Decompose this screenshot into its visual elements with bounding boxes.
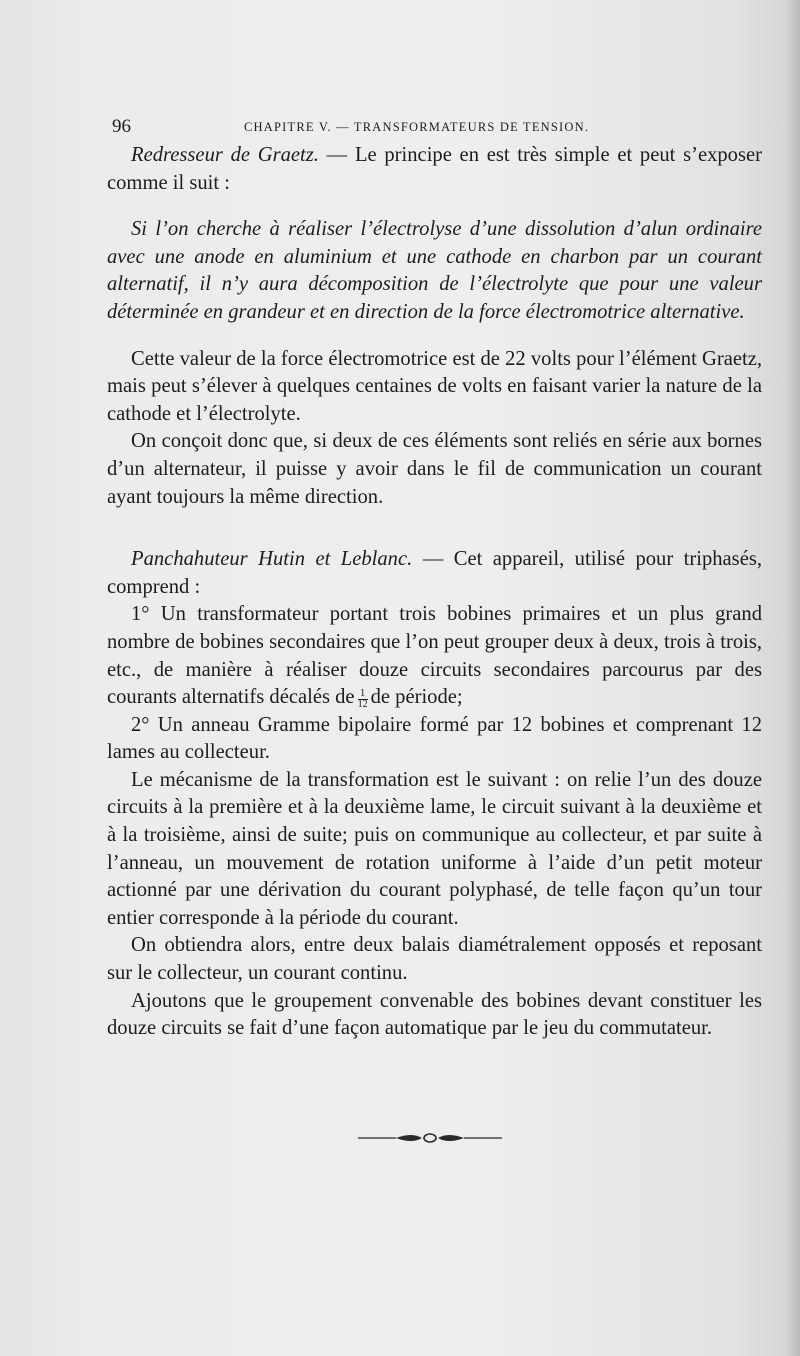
paragraph-panchahuteur-intro — [107, 546, 762, 601]
fleuron-divider-icon — [358, 1130, 502, 1146]
section-title-panchahuteur: Panchahuteur Hutin et Leblanc. — [131, 548, 413, 571]
paragraph-value: Cette valeur de la force électromotrice est de 22 volts pour l’élément Graetz, mais peut s’élever à quelques centaines de volts en faisant varier la nature de la cathode et l’électrolyte. — [107, 347, 762, 425]
paragraph-result: On obtiendra alors, entre deux balais diamétralement opposés et reposant sur le collecteur, un courant continu. — [107, 934, 762, 985]
item1-end-text: de période; — [370, 686, 463, 709]
principle-statement: Si l’on cherche à réaliser l’électrolyse d’une dissolution d’alun ordinaire avec une anode en aluminium et une cathode en charbon par un courant alternatif, il n’y aura décomposition de l’électrolyte que pour une valeur déterminée en grandeur et en direction de la force électromotrice alternative. — [107, 218, 762, 323]
paragraph-graetz-intro — [107, 142, 762, 197]
list-item-1 — [107, 601, 762, 711]
page-header — [112, 116, 752, 138]
section-title-graetz: Redresseur de Graetz. — [131, 144, 319, 166]
item1-text: 1° Un transformateur portant trois bobines primaires et un plus grand nombre de bobines secondaires que l’on peut grouper deux à deux, trois à trois, etc., de manière à réaliser douze circuits secondaires parcourus par des courants alternatifs décalés de — [107, 603, 762, 709]
fraction-numerator: 1 — [358, 689, 368, 700]
list-item-2: 2° Un anneau Gramme bipolaire formé par 12 bobines et comprenant 12 lames au collecteur. — [107, 713, 762, 764]
graetz-intro-text: — Le principe en est très simple et peut s’exposer comme il suit : — [107, 144, 762, 194]
running-head: CHAPITRE V. — TRANSFORMATEURS DE TENSION. — [244, 120, 590, 134]
body-text — [107, 142, 762, 1043]
page-edge-shadow — [786, 0, 800, 1356]
fraction-denominator: 12 — [357, 699, 368, 711]
page-number: 96 — [112, 116, 131, 137]
paragraph-principle — [107, 216, 762, 326]
fraction-one-twelfth — [358, 689, 368, 710]
panchahuteur-intro-text: — Cet appareil, utilisé pour triphasés, comprend : — [107, 548, 762, 598]
paragraph-automatic: Ajoutons que le groupement convenable des bobines devant constituer les douze circuits se fait d’une façon automatique par le jeu du commutateur. — [107, 989, 762, 1040]
paragraph-mechanism: Le mécanisme de la transformation est le suivant : on relie l’un des douze circuits à la première et à la deuxième lame, le circuit suivant à la deuxième et à la troisième, ainsi de suite; puis on communique au collecteur, et par suite à l’anneau, un mouvement de rotation uniforme à l’aide d’un petit moteur actionné par une dérivation du courant polyphasé, de telle façon qu’un tour entier corresponde à la période du courant. — [107, 768, 762, 929]
paragraph-series: On conçoit donc que, si deux de ces éléments sont reliés en série aux bornes d’un alternateur, il puisse y avoir dans le fil de communication un courant ayant toujours la même direction. — [107, 430, 762, 508]
